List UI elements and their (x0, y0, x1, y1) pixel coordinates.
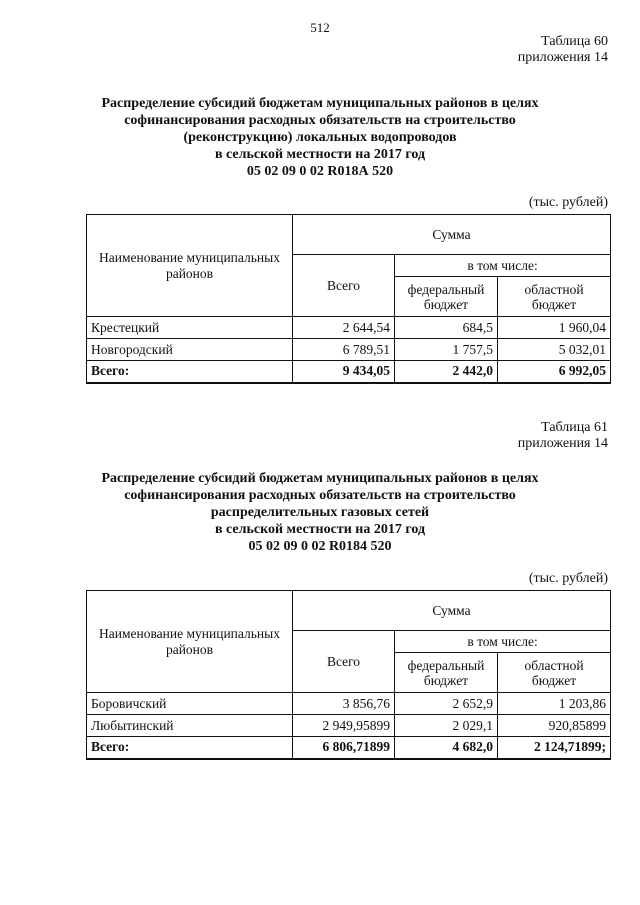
appendix-label: приложения 14 (517, 50, 608, 65)
title-line: софинансирования расходных обязательств на строительство (124, 113, 516, 128)
title-line: в сельской местности на 2017 год (214, 147, 426, 162)
table-row (87, 339, 611, 361)
header-total: Всего (293, 631, 395, 693)
regional-value: 1 960,04 (498, 317, 611, 339)
table-60-title (60, 95, 580, 180)
federal-value: 2 442,0 (395, 361, 498, 383)
units-label: (тыс. рублей) (528, 571, 608, 586)
header-total: Всего (293, 255, 395, 317)
title-line: Распределение субсидий бюджетам муниципальных районов в целях (101, 471, 539, 486)
title-line: Распределение субсидий бюджетам муниципальных районов в целях (101, 96, 539, 111)
district-name: Новгородский (87, 339, 293, 361)
header-including: в том числе: (395, 631, 611, 653)
title-line: в сельской местности на 2017 год (214, 522, 426, 537)
header-name: Наименование муниципальных районов (87, 215, 293, 317)
units-label: (тыс. рублей) (528, 195, 608, 210)
table-row (87, 317, 611, 339)
header-sum: Сумма (293, 591, 611, 631)
title-line: 05 02 09 0 02 R018А 520 (246, 164, 394, 179)
total-value: 2 644,54 (293, 317, 395, 339)
title-line: (реконструкцию) локальных водопроводов (183, 130, 457, 145)
regional-value: 1 203,86 (498, 693, 611, 715)
header-sum: Сумма (293, 215, 611, 255)
table-61-label (518, 420, 608, 452)
table-60-label (518, 34, 608, 66)
total-value: 9 434,05 (293, 361, 395, 383)
regional-value: 6 992,05 (498, 361, 611, 383)
header-including: в том числе: (395, 255, 611, 277)
total-value: 2 949,95899 (293, 715, 395, 737)
table-label: Таблица 61 (541, 420, 608, 435)
title-line: распределительных газовых сетей (210, 505, 430, 520)
table-label: Таблица 60 (541, 34, 608, 49)
header-federal: федеральный бюджет (395, 653, 498, 693)
table-61-title (60, 470, 580, 555)
header-regional: областной бюджет (498, 653, 611, 693)
title-line: 05 02 09 0 02 R0184 520 (248, 539, 392, 554)
federal-value: 2 652,9 (395, 693, 498, 715)
district-name: Любытинский (87, 715, 293, 737)
table-row (87, 715, 611, 737)
total-value: 6 806,71899 (293, 737, 395, 759)
subsidy-table-61 (86, 590, 611, 760)
header-regional: областной бюджет (498, 277, 611, 317)
total-value: 3 856,76 (293, 693, 395, 715)
table-row (87, 693, 611, 715)
header-name: Наименование муниципальных районов (87, 591, 293, 693)
district-name: Крестецкий (87, 317, 293, 339)
regional-value: 920,85899 (498, 715, 611, 737)
regional-value: 5 032,01 (498, 339, 611, 361)
total-row (87, 737, 611, 759)
federal-value: 4 682,0 (395, 737, 498, 759)
subsidy-table-60 (86, 214, 611, 384)
total-value: 6 789,51 (293, 339, 395, 361)
total-label: Всего: (87, 737, 293, 759)
appendix-label: приложения 14 (517, 436, 608, 451)
total-label: Всего: (87, 361, 293, 383)
district-name: Боровичский (87, 693, 293, 715)
header-federal: федеральный бюджет (395, 277, 498, 317)
page-number: 512 (310, 20, 330, 35)
federal-value: 2 029,1 (395, 715, 498, 737)
federal-value: 1 757,5 (395, 339, 498, 361)
federal-value: 684,5 (395, 317, 498, 339)
total-row (87, 361, 611, 383)
regional-value: 2 124,71899; (498, 737, 611, 759)
title-line: софинансирования расходных обязательств на строительство (124, 488, 516, 503)
